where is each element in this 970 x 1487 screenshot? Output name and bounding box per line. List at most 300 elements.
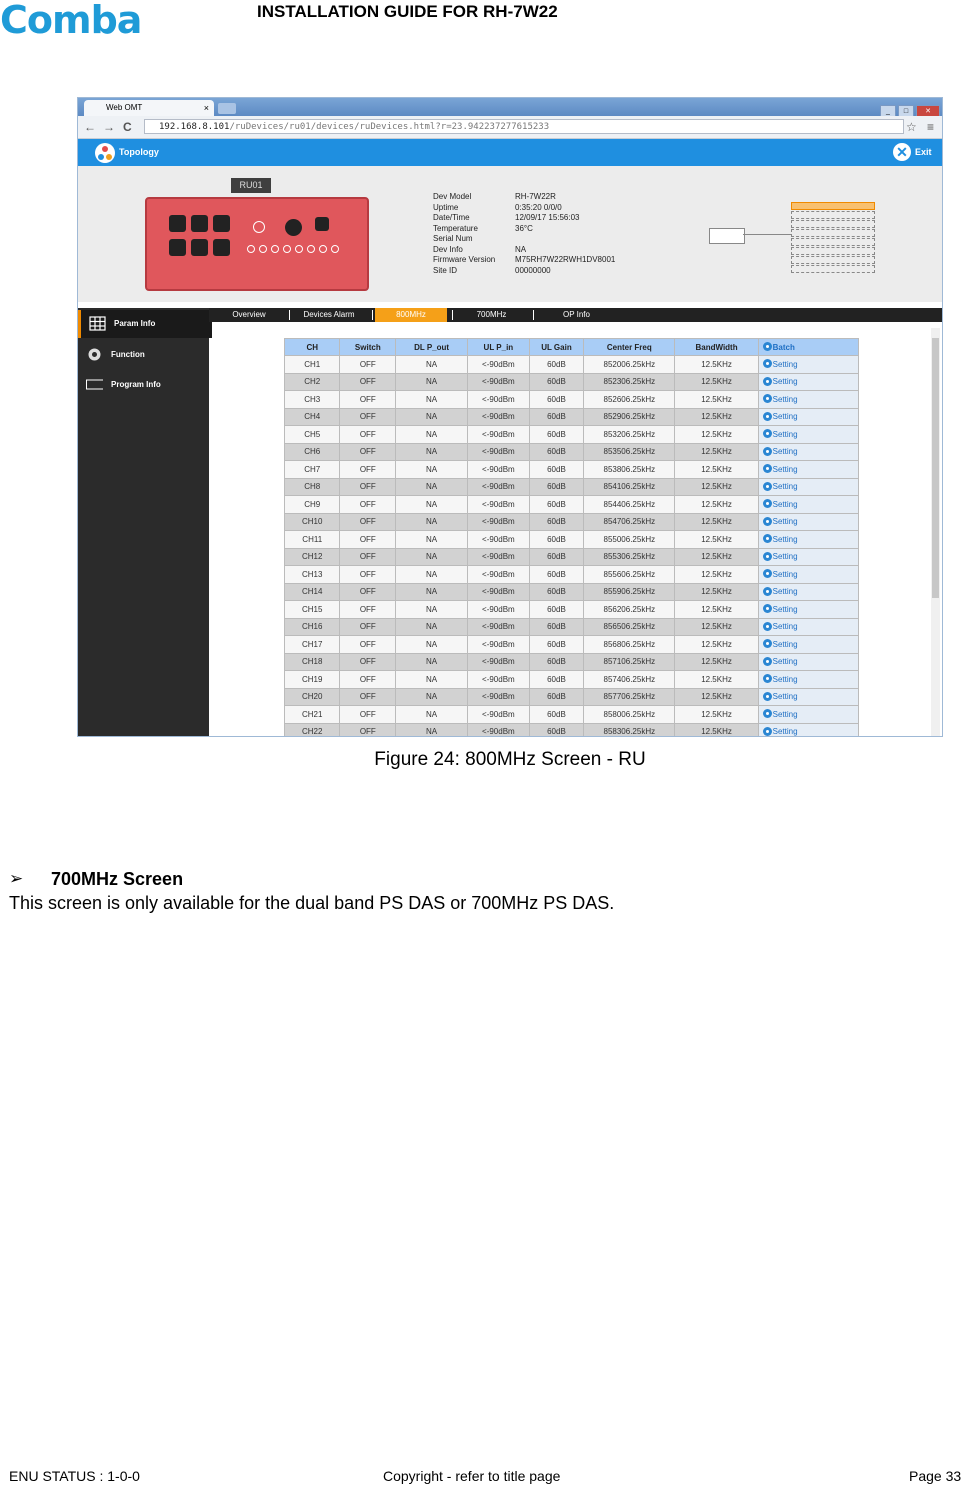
table-cell: OFF (340, 391, 396, 409)
table-cell: 856506.25kHz (584, 618, 675, 636)
table-row (285, 706, 859, 724)
table-cell: 12.5KHz (675, 706, 758, 724)
sidebar-item-program-info[interactable] (78, 371, 209, 399)
setting-label[interactable]: Setting (772, 464, 798, 474)
gear-icon[interactable] (763, 429, 772, 438)
table-cell: <-90dBm (468, 583, 530, 601)
table-cell: CH4 (285, 408, 340, 426)
table-cell: NA (396, 566, 468, 584)
sidebar-item-function[interactable] (78, 341, 209, 369)
bookmark-star-icon[interactable]: ☆ (906, 120, 917, 134)
gear-icon (86, 347, 103, 362)
table-cell: <-90dBm (468, 478, 530, 496)
setting-button[interactable] (758, 566, 858, 584)
figure-caption: Figure 24: 800MHz Screen - RU (374, 749, 646, 770)
table-cell: <-90dBm (468, 408, 530, 426)
table-cell: <-90dBm (468, 671, 530, 689)
table-cell: <-90dBm (468, 426, 530, 444)
table-cell: 60dB (529, 391, 583, 409)
table-cell: 12.5KHz (675, 408, 758, 426)
table-cell: <-90dBm (468, 706, 530, 724)
table-cell: CH1 (285, 356, 340, 374)
table-cell: CH13 (285, 566, 340, 584)
column-header: Center Freq (584, 339, 675, 356)
url-host: 192.168.8.101 (159, 122, 230, 132)
table-cell: NA (396, 408, 468, 426)
device-info-value: 0:35:20 0/0/0 (515, 202, 562, 212)
table-row (285, 548, 859, 566)
gear-icon[interactable] (763, 569, 772, 578)
minimize-icon[interactable]: _ (880, 105, 896, 118)
table-cell: OFF (340, 373, 396, 391)
table-cell: 60dB (529, 408, 583, 426)
tab-700mhz[interactable]: 700MHz (476, 310, 507, 319)
table-cell: <-90dBm (468, 601, 530, 619)
table-cell: 60dB (529, 566, 583, 584)
setting-button[interactable] (758, 548, 858, 566)
setting-label[interactable]: Setting (772, 394, 798, 404)
table-cell: OFF (340, 408, 396, 426)
table-row (285, 671, 859, 689)
topology-rack (791, 202, 875, 266)
table-cell: CH18 (285, 653, 340, 671)
table-row (285, 373, 859, 391)
table-cell: 60dB (529, 531, 583, 549)
footer-page-number: Page 33 (909, 1468, 962, 1484)
table-cell: NA (396, 601, 468, 619)
table-cell: 12.5KHz (675, 356, 758, 374)
table-cell: 60dB (529, 496, 583, 514)
table-cell: CH7 (285, 461, 340, 479)
table-cell: 12.5KHz (675, 723, 758, 737)
setting-label[interactable]: Setting (772, 517, 798, 527)
table-cell: OFF (340, 566, 396, 584)
table-cell: NA (396, 618, 468, 636)
sidebar-item-label: Param Info (114, 319, 156, 328)
table-cell: 12.5KHz (675, 461, 758, 479)
gear-icon[interactable] (763, 674, 772, 683)
browser-tab-strip (78, 98, 943, 116)
gear-icon[interactable] (763, 657, 772, 666)
setting-label[interactable]: Setting (772, 359, 798, 369)
table-cell: <-90dBm (468, 513, 530, 531)
table-cell: CH14 (285, 583, 340, 601)
column-header: BandWidth (675, 339, 758, 356)
table-cell: OFF (340, 636, 396, 654)
column-header: UL P_in (468, 339, 530, 356)
table-cell: CH2 (285, 373, 340, 391)
setting-button[interactable] (758, 671, 858, 689)
table-cell: 853806.25kHz (584, 461, 675, 479)
tab-devices-alarm[interactable]: Devices Alarm (303, 310, 355, 319)
table-cell: 60dB (529, 653, 583, 671)
table-cell: 854706.25kHz (584, 513, 675, 531)
table-cell: NA (396, 636, 468, 654)
device-info-value: 00000000 (515, 265, 551, 275)
table-cell: 60dB (529, 356, 583, 374)
setting-button[interactable] (758, 723, 858, 737)
setting-label[interactable]: Setting (772, 534, 798, 544)
table-cell: 855606.25kHz (584, 566, 675, 584)
setting-label[interactable]: Setting (772, 552, 798, 562)
table-cell: <-90dBm (468, 373, 530, 391)
setting-button[interactable] (758, 356, 858, 374)
footer-copyright: Copyright - refer to title page (383, 1468, 561, 1484)
table-cell: 857106.25kHz (584, 653, 675, 671)
document-title: INSTALLATION GUIDE FOR RH-7W22 (257, 2, 558, 21)
table-cell: 858006.25kHz (584, 706, 675, 724)
table-row (285, 496, 859, 514)
table-cell: 855906.25kHz (584, 583, 675, 601)
table-cell: NA (396, 478, 468, 496)
setting-button[interactable] (758, 531, 858, 549)
table-cell: OFF (340, 513, 396, 531)
setting-label[interactable]: Setting (772, 709, 798, 719)
gear-icon[interactable] (763, 464, 772, 473)
setting-button[interactable] (758, 461, 858, 479)
table-cell: <-90dBm (468, 548, 530, 566)
sidebar-item-label: Function (111, 350, 145, 359)
batch-label[interactable]: Batch (772, 342, 795, 352)
table-cell: 12.5KHz (675, 443, 758, 461)
table-cell: 858306.25kHz (584, 723, 675, 737)
setting-label[interactable]: Setting (772, 412, 798, 422)
device-info-value: RH-7W22R (515, 192, 556, 201)
device-info-value: NA (515, 244, 527, 254)
setting-label[interactable]: Setting (772, 692, 798, 702)
table-cell: 12.5KHz (675, 671, 758, 689)
table-cell: CH21 (285, 706, 340, 724)
table-cell: 853206.25kHz (584, 426, 675, 444)
gear-icon[interactable] (763, 412, 772, 421)
setting-label[interactable]: Setting (772, 569, 798, 579)
table-cell: 855306.25kHz (584, 548, 675, 566)
column-header: DL P_out (396, 339, 468, 356)
device-info-value: M75RH7W22RWH1DV8001 (515, 255, 616, 264)
table-cell: 854406.25kHz (584, 496, 675, 514)
setting-button[interactable] (758, 653, 858, 671)
table-cell: CH17 (285, 636, 340, 654)
table-cell: OFF (340, 723, 396, 737)
table-cell: NA (396, 443, 468, 461)
device-overview-panel (78, 166, 943, 302)
gear-icon[interactable] (763, 552, 772, 561)
section-paragraph: This screen is only available for the dual band PS DAS or 700MHz PS DAS. (9, 893, 615, 913)
table-row (285, 618, 859, 636)
setting-button[interactable] (758, 408, 858, 426)
table-cell: <-90dBm (468, 496, 530, 514)
setting-label[interactable]: Setting (772, 482, 798, 492)
table-cell: <-90dBm (468, 566, 530, 584)
table-cell: 60dB (529, 373, 583, 391)
table-cell: 12.5KHz (675, 548, 758, 566)
gear-icon[interactable] (763, 639, 772, 648)
table-cell: CH11 (285, 531, 340, 549)
setting-label[interactable]: Setting (772, 499, 798, 509)
vertical-scrollbar[interactable] (931, 328, 940, 736)
table-cell: NA (396, 583, 468, 601)
device-info-key: Date/Time (433, 213, 470, 222)
table-cell: CH5 (285, 426, 340, 444)
reload-icon[interactable]: C (123, 120, 132, 134)
setting-button[interactable] (758, 373, 858, 391)
table-row (285, 426, 859, 444)
table-cell: NA (396, 688, 468, 706)
exit-link[interactable]: Exit (915, 147, 932, 157)
setting-button[interactable] (758, 391, 858, 409)
ru-device-image (145, 197, 369, 291)
table-cell: 12.5KHz (675, 496, 758, 514)
table-cell: 852606.25kHz (584, 391, 675, 409)
device-info-key: Temperature (433, 223, 478, 233)
setting-button[interactable] (758, 426, 858, 444)
setting-label[interactable]: Setting (772, 674, 798, 684)
setting-label[interactable]: Setting (772, 622, 798, 632)
setting-label[interactable]: Setting (772, 657, 798, 667)
table-cell: 852306.25kHz (584, 373, 675, 391)
gear-icon[interactable] (763, 604, 772, 613)
setting-button[interactable] (758, 688, 858, 706)
table-cell: 12.5KHz (675, 531, 758, 549)
close-window-icon[interactable]: ✕ (916, 105, 940, 118)
table-cell: 60dB (529, 688, 583, 706)
table-cell: 12.5KHz (675, 426, 758, 444)
table-cell: <-90dBm (468, 688, 530, 706)
table-cell: OFF (340, 601, 396, 619)
gear-icon[interactable] (763, 394, 772, 403)
table-cell: <-90dBm (468, 443, 530, 461)
table-cell: 60dB (529, 723, 583, 737)
table-cell: 12.5KHz (675, 478, 758, 496)
tab-op-info[interactable]: OP Info (563, 310, 590, 319)
table-row (285, 601, 859, 619)
table-cell: OFF (340, 671, 396, 689)
table-cell: 60dB (529, 443, 583, 461)
setting-button[interactable] (758, 636, 858, 654)
table-row (285, 531, 859, 549)
table-cell: 60dB (529, 478, 583, 496)
table-cell: 60dB (529, 706, 583, 724)
device-info-key: Dev Info (433, 244, 463, 254)
table-row (285, 688, 859, 706)
param-area (78, 308, 943, 737)
table-cell: <-90dBm (468, 618, 530, 636)
table-cell: 60dB (529, 601, 583, 619)
table-cell: NA (396, 461, 468, 479)
setting-button[interactable] (758, 706, 858, 724)
table-cell: OFF (340, 548, 396, 566)
table-cell: OFF (340, 443, 396, 461)
tab-800mhz[interactable]: 800MHz (375, 308, 447, 322)
table-row (285, 391, 859, 409)
table-cell: <-90dBm (468, 653, 530, 671)
table-cell: OFF (340, 461, 396, 479)
gear-icon[interactable] (763, 587, 772, 596)
table-cell: 12.5KHz (675, 618, 758, 636)
table-cell: 856806.25kHz (584, 636, 675, 654)
gear-icon[interactable] (763, 692, 772, 701)
table-cell: NA (396, 356, 468, 374)
setting-label[interactable]: Setting (772, 587, 798, 597)
table-cell: CH20 (285, 688, 340, 706)
device-info-value: 12/09/17 15:56:03 (515, 213, 580, 222)
table-cell: 60dB (529, 618, 583, 636)
setting-label[interactable]: Setting (772, 377, 798, 387)
table-cell: NA (396, 426, 468, 444)
table-cell: OFF (340, 653, 396, 671)
table-cell: OFF (340, 583, 396, 601)
table-cell: 12.5KHz (675, 391, 758, 409)
sidebar-item-param-info[interactable] (78, 310, 212, 338)
table-cell: CH22 (285, 723, 340, 737)
setting-button[interactable] (758, 478, 858, 496)
scrollbar-thumb[interactable] (932, 338, 939, 598)
topology-icon[interactable] (95, 143, 115, 163)
table-cell: NA (396, 671, 468, 689)
table-cell: 60dB (529, 513, 583, 531)
table-cell: CH3 (285, 391, 340, 409)
device-info-key: Uptime (433, 202, 459, 212)
gear-icon[interactable] (763, 517, 772, 526)
table-cell: NA (396, 723, 468, 737)
table-cell: OFF (340, 496, 396, 514)
table-cell: OFF (340, 688, 396, 706)
topology-link[interactable]: Topology (119, 147, 159, 157)
table-cell: 60dB (529, 671, 583, 689)
table-cell: <-90dBm (468, 723, 530, 737)
table-cell: 12.5KHz (675, 513, 758, 531)
table-cell: <-90dBm (468, 531, 530, 549)
table-cell: 854106.25kHz (584, 478, 675, 496)
gear-icon[interactable] (763, 377, 772, 386)
gear-icon[interactable] (763, 447, 772, 456)
setting-button[interactable] (758, 601, 858, 619)
table-cell: NA (396, 706, 468, 724)
table-cell: <-90dBm (468, 391, 530, 409)
tab-overview[interactable]: Overview (232, 310, 266, 319)
table-cell: CH9 (285, 496, 340, 514)
section-tabs (209, 308, 943, 322)
table-header-row (285, 339, 859, 356)
setting-label[interactable]: Setting (772, 639, 798, 649)
column-header: CH (285, 339, 340, 356)
gear-icon[interactable] (763, 482, 772, 491)
gear-icon[interactable] (763, 342, 772, 351)
setting-label[interactable]: Setting (772, 429, 798, 439)
footer-status: ENU STATUS : 1-0-0 (9, 1468, 140, 1484)
table-cell: 60dB (529, 426, 583, 444)
gear-icon[interactable] (763, 359, 772, 368)
setting-button[interactable] (758, 583, 858, 601)
app-header-bar (78, 139, 943, 166)
table-cell: 856206.25kHz (584, 601, 675, 619)
table-cell: 60dB (529, 461, 583, 479)
forward-icon[interactable]: → (103, 120, 115, 134)
table-cell: <-90dBm (468, 461, 530, 479)
device-info-key: Firmware Version (433, 255, 496, 264)
setting-label[interactable]: Setting (772, 727, 798, 737)
close-tab-icon[interactable]: × (203, 103, 209, 113)
setting-button[interactable] (758, 618, 858, 636)
table-cell: NA (396, 391, 468, 409)
table-cell: 12.5KHz (675, 688, 758, 706)
bullet-arrow-icon: ➢ (9, 869, 24, 888)
table-row (285, 653, 859, 671)
section-heading: 700MHz Screen (51, 869, 184, 889)
table-row (285, 723, 859, 737)
browser-tab[interactable] (84, 100, 214, 116)
menu-icon[interactable]: ≡ (927, 120, 935, 134)
table-cell: 857406.25kHz (584, 671, 675, 689)
gear-icon[interactable] (763, 709, 772, 718)
column-header[interactable] (758, 339, 858, 356)
table-cell: 12.5KHz (675, 373, 758, 391)
browser-tab-title: Web OMT (106, 103, 143, 112)
table-cell: NA (396, 531, 468, 549)
device-info-key: Site ID (433, 265, 458, 275)
setting-label[interactable]: Setting (772, 604, 798, 614)
address-bar (78, 116, 943, 139)
table-cell: OFF (340, 426, 396, 444)
gear-icon[interactable] (763, 622, 772, 631)
maximize-icon[interactable]: □ (898, 105, 914, 118)
exit-icon[interactable]: ✕ (893, 143, 911, 161)
gear-icon[interactable] (763, 499, 772, 508)
table-row (285, 636, 859, 654)
new-tab-button[interactable] (218, 103, 236, 114)
table-cell: CH10 (285, 513, 340, 531)
table-row (285, 461, 859, 479)
table-cell: <-90dBm (468, 356, 530, 374)
table-cell: 852906.25kHz (584, 408, 675, 426)
setting-button[interactable] (758, 496, 858, 514)
gear-icon[interactable] (763, 727, 772, 736)
table-row (285, 443, 859, 461)
column-header: UL Gain (529, 339, 583, 356)
table-cell: CH19 (285, 671, 340, 689)
back-icon[interactable]: ← (84, 120, 96, 134)
url-input[interactable] (144, 119, 904, 134)
table-cell: 60dB (529, 636, 583, 654)
table-cell: NA (396, 513, 468, 531)
setting-label[interactable]: Setting (772, 447, 798, 457)
channel-table (284, 338, 859, 737)
table-cell: 853506.25kHz (584, 443, 675, 461)
gear-icon[interactable] (763, 534, 772, 543)
device-info-key: Serial Num (433, 234, 473, 243)
table-row (285, 408, 859, 426)
table-cell: <-90dBm (468, 636, 530, 654)
table-cell: OFF (340, 356, 396, 374)
table-cell: OFF (340, 706, 396, 724)
table-cell: 852006.25kHz (584, 356, 675, 374)
table-cell: 12.5KHz (675, 601, 758, 619)
table-cell: 12.5KHz (675, 636, 758, 654)
table-cell: CH15 (285, 601, 340, 619)
screenshot-figure (77, 97, 943, 737)
table-cell: 12.5KHz (675, 566, 758, 584)
setting-button[interactable] (758, 443, 858, 461)
url-path: /ruDevices/ru01/devices/ruDevices.html?r=23.942237277615233 (229, 122, 550, 132)
device-label: RU01 (231, 178, 271, 193)
setting-button[interactable] (758, 513, 858, 531)
topology-link-line (743, 234, 791, 235)
table-cell: NA (396, 373, 468, 391)
sidebar (78, 308, 209, 737)
window-icon (86, 377, 103, 392)
table-row (285, 478, 859, 496)
table-cell: 12.5KHz (675, 653, 758, 671)
